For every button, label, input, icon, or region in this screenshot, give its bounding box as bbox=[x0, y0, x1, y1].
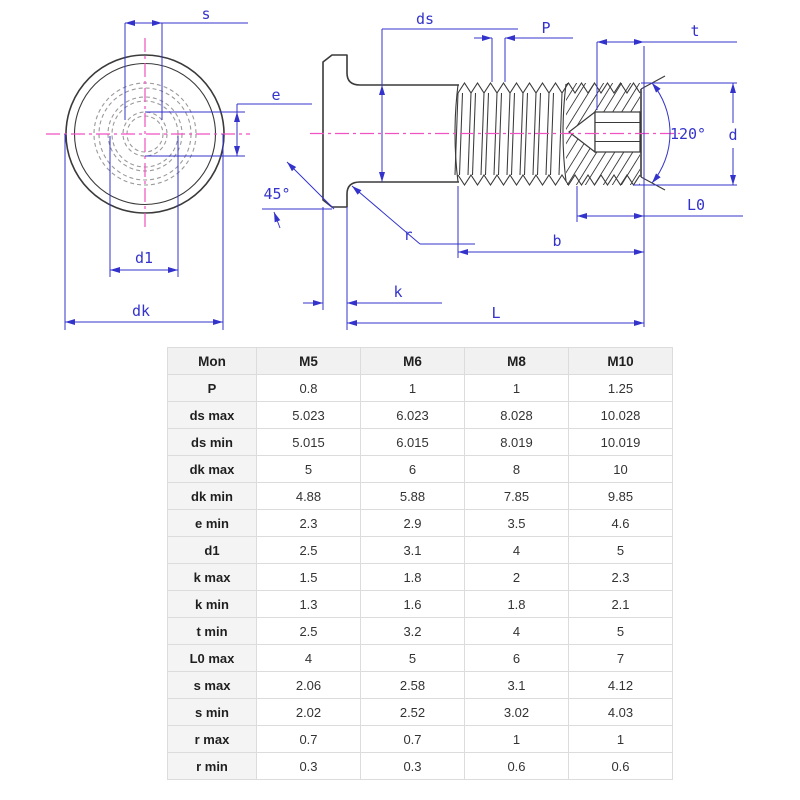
value-cell: 4 bbox=[465, 618, 569, 645]
chamfer-ext-bottom bbox=[641, 177, 665, 190]
table-row bbox=[168, 645, 673, 672]
table-row bbox=[168, 699, 673, 726]
value-cell: 2.3 bbox=[257, 510, 361, 537]
value-cell: 0.7 bbox=[361, 726, 465, 753]
table-row bbox=[168, 753, 673, 780]
dimension-e bbox=[145, 86, 312, 156]
value-cell: 2.1 bbox=[569, 591, 673, 618]
dim-label-120deg: 120° bbox=[669, 125, 707, 143]
value-cell: 2.5 bbox=[257, 537, 361, 564]
dimension-t bbox=[597, 22, 737, 110]
table-row bbox=[168, 537, 673, 564]
value-cell: 6 bbox=[361, 456, 465, 483]
value-cell: 7 bbox=[569, 645, 673, 672]
value-cell: 8 bbox=[465, 456, 569, 483]
spec-table-head bbox=[168, 348, 673, 375]
spec-table-body bbox=[168, 375, 673, 780]
row-label-cell: k min bbox=[168, 591, 257, 618]
row-label-cell: s min bbox=[168, 699, 257, 726]
dimension-k bbox=[303, 207, 442, 330]
value-cell: 3.02 bbox=[465, 699, 569, 726]
table-column-header: M6 bbox=[361, 348, 465, 375]
row-label-cell: r min bbox=[168, 753, 257, 780]
value-cell: 2.3 bbox=[569, 564, 673, 591]
value-cell: 5 bbox=[361, 645, 465, 672]
value-cell: 5.023 bbox=[257, 402, 361, 429]
value-cell: 5 bbox=[569, 618, 673, 645]
value-cell: 2.5 bbox=[257, 618, 361, 645]
dim-label-t: t bbox=[690, 22, 700, 40]
value-cell: 1.5 bbox=[257, 564, 361, 591]
table-column-header: M5 bbox=[257, 348, 361, 375]
value-cell: 0.3 bbox=[361, 753, 465, 780]
value-cell: 3.1 bbox=[465, 672, 569, 699]
value-cell: 1.3 bbox=[257, 591, 361, 618]
value-cell: 6.015 bbox=[361, 429, 465, 456]
dim-label-L: L bbox=[491, 304, 501, 322]
table-row bbox=[168, 591, 673, 618]
value-cell: 3.5 bbox=[465, 510, 569, 537]
table-row bbox=[168, 429, 673, 456]
value-cell: 2.9 bbox=[361, 510, 465, 537]
table-column-header: M8 bbox=[465, 348, 569, 375]
value-cell: 3.2 bbox=[361, 618, 465, 645]
value-cell: 6.023 bbox=[361, 402, 465, 429]
value-cell: 10 bbox=[569, 456, 673, 483]
value-cell: 0.6 bbox=[569, 753, 673, 780]
value-cell: 1 bbox=[465, 726, 569, 753]
dim-label-ds: ds bbox=[415, 10, 435, 28]
dimension-r bbox=[352, 186, 475, 244]
dimension-d1 bbox=[110, 136, 178, 277]
value-cell: 5.015 bbox=[257, 429, 361, 456]
value-cell: 2.58 bbox=[361, 672, 465, 699]
table-row bbox=[168, 510, 673, 537]
table-row bbox=[168, 726, 673, 753]
value-cell: 0.6 bbox=[465, 753, 569, 780]
dimension-L bbox=[347, 304, 644, 323]
dim-label-d1: d1 bbox=[134, 249, 154, 267]
dim-label-s: s bbox=[201, 5, 211, 23]
value-cell: 5.88 bbox=[361, 483, 465, 510]
table-row bbox=[168, 672, 673, 699]
value-cell: 1 bbox=[465, 375, 569, 402]
value-cell: 4.03 bbox=[569, 699, 673, 726]
value-cell: 10.019 bbox=[569, 429, 673, 456]
value-cell: 4 bbox=[465, 537, 569, 564]
row-label-cell: L0 max bbox=[168, 645, 257, 672]
dim-label-dk: dk bbox=[131, 302, 151, 320]
dim-label-e: e bbox=[271, 86, 281, 104]
row-label-cell: dk min bbox=[168, 483, 257, 510]
dimension-b bbox=[458, 186, 644, 258]
row-label-cell: t min bbox=[168, 618, 257, 645]
value-cell: 6 bbox=[465, 645, 569, 672]
row-label-cell: P bbox=[168, 375, 257, 402]
value-cell: 10.028 bbox=[569, 402, 673, 429]
spec-table bbox=[167, 347, 673, 780]
value-cell: 1.6 bbox=[361, 591, 465, 618]
thread-crest-bottom bbox=[458, 175, 640, 185]
value-cell: 3.1 bbox=[361, 537, 465, 564]
row-label-cell: ds min bbox=[168, 429, 257, 456]
dim-label-P: P bbox=[541, 19, 551, 37]
value-cell: 8.019 bbox=[465, 429, 569, 456]
row-label-cell: dk max bbox=[168, 456, 257, 483]
dim-label-45deg: 45° bbox=[263, 185, 291, 203]
screw-head-profile bbox=[323, 55, 360, 207]
value-cell: 2 bbox=[465, 564, 569, 591]
value-cell: 4.6 bbox=[569, 510, 673, 537]
table-row bbox=[168, 618, 673, 645]
dimension-s bbox=[125, 5, 248, 120]
value-cell: 1.8 bbox=[465, 591, 569, 618]
value-cell: 4.12 bbox=[569, 672, 673, 699]
value-cell: 4.88 bbox=[257, 483, 361, 510]
table-row bbox=[168, 564, 673, 591]
table-corner-header: Mon bbox=[168, 348, 257, 375]
value-cell: 1 bbox=[569, 726, 673, 753]
dim-label-k: k bbox=[393, 283, 403, 301]
value-cell: 8.028 bbox=[465, 402, 569, 429]
dim-label-r: r bbox=[403, 226, 413, 244]
thread-crest-top bbox=[458, 83, 640, 93]
row-label-cell: k max bbox=[168, 564, 257, 591]
value-cell: 5 bbox=[257, 456, 361, 483]
value-cell: 1.25 bbox=[569, 375, 673, 402]
value-cell: 5 bbox=[569, 537, 673, 564]
dimension-P bbox=[474, 19, 573, 82]
table-row bbox=[168, 456, 673, 483]
dimension-dk bbox=[65, 134, 223, 330]
technical-drawing bbox=[0, 0, 800, 345]
dim-label-b: b bbox=[552, 232, 562, 250]
value-cell: 1 bbox=[361, 375, 465, 402]
row-label-cell: e min bbox=[168, 510, 257, 537]
value-cell: 0.3 bbox=[257, 753, 361, 780]
section-boundary bbox=[563, 84, 566, 181]
dim-label-L0: L0 bbox=[686, 196, 706, 214]
side-view bbox=[310, 55, 707, 207]
value-cell: 1.8 bbox=[361, 564, 465, 591]
row-label-cell: d1 bbox=[168, 537, 257, 564]
dimension-ds bbox=[382, 10, 518, 182]
hex-socket bbox=[595, 112, 640, 152]
value-cell: 0.7 bbox=[257, 726, 361, 753]
front-view bbox=[46, 38, 250, 230]
row-label-cell: ds max bbox=[168, 402, 257, 429]
value-cell: 7.85 bbox=[465, 483, 569, 510]
row-label-cell: s max bbox=[168, 672, 257, 699]
value-cell: 2.52 bbox=[361, 699, 465, 726]
table-row bbox=[168, 375, 673, 402]
value-cell: 2.02 bbox=[257, 699, 361, 726]
value-cell: 0.8 bbox=[257, 375, 361, 402]
table-column-header: M10 bbox=[569, 348, 673, 375]
table-row bbox=[168, 402, 673, 429]
row-label-cell: r max bbox=[168, 726, 257, 753]
dimension-L0 bbox=[577, 186, 743, 222]
value-cell: 9.85 bbox=[569, 483, 673, 510]
dim-label-d: d bbox=[728, 126, 738, 144]
value-cell: 2.06 bbox=[257, 672, 361, 699]
value-cell: 4 bbox=[257, 645, 361, 672]
table-row bbox=[168, 483, 673, 510]
